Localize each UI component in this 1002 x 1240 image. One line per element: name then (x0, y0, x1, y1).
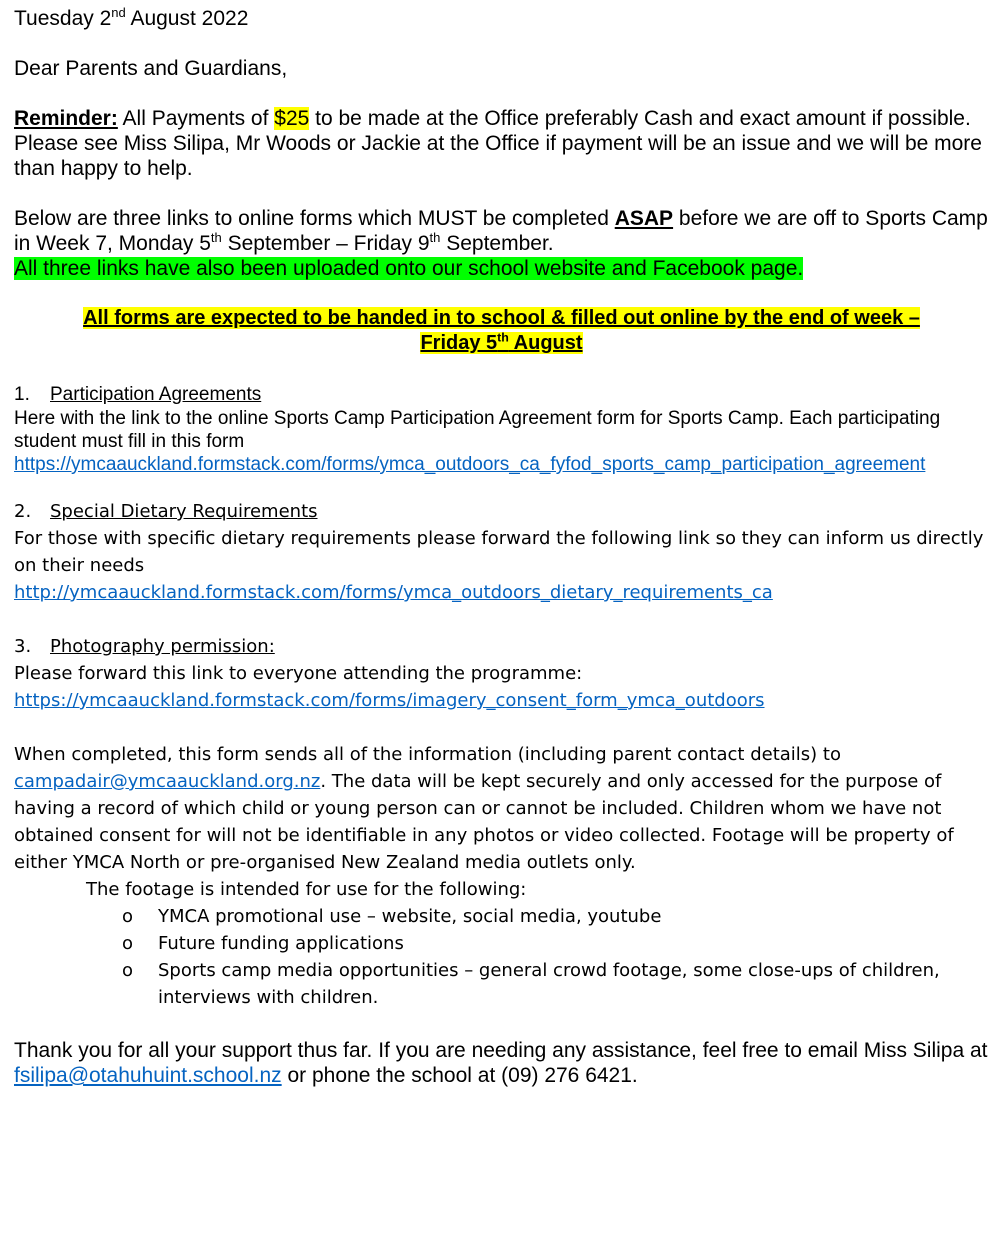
reminder-label: Reminder: (14, 107, 118, 130)
payment-amount: $25 (274, 107, 310, 130)
list-item: o YMCA promotional use – website, social media, youtube (122, 906, 662, 927)
list-item: o Sports camp media opportunities – general crowd footage, some close-ups of children, interviews with children. (122, 960, 940, 1008)
footage-intended-label: The footage is intended for use for the following: (86, 879, 527, 900)
item-title: 1. Participation Agreements (14, 384, 262, 405)
asap-label: ASAP (614, 207, 674, 230)
form-item-photography (14, 633, 989, 714)
greeting: Dear Parents and Guardians, (14, 57, 288, 80)
links-intro: Below are three links to online forms which MUST be completed ASAP before we are off to Sports Camp in Week 7, Monday 5th September – Friday 9th September. (14, 207, 988, 255)
item-title: 3. Photography permission: (14, 636, 275, 657)
dietary-form-link[interactable]: http://ymcaauckland.formstack.com/forms/ymca_outdoors_dietary_requirements_ca (14, 582, 773, 603)
list-item: o Future funding applications (122, 933, 404, 954)
payment-reminder: Reminder: All Payments of $25 to be made at the Office preferably Cash and exact amount if possible. (14, 107, 971, 130)
participation-form-link[interactable]: https://ymcaauckland.formstack.com/forms/ymca_outdoors_ca_fyfod_sports_camp_participation_agreement (14, 454, 926, 475)
item-body: Here with the link to the online Sports Camp Participation Agreement form for Sports Camp. Each participating student must fill in this form (14, 408, 941, 452)
closing-paragraph: Thank you for all your support thus far. If you are needing any assistance, feel free to email Miss Silipa at fsilipa@otahuhuint.school.nz or phone the school at (09) 276 6421. (14, 1039, 988, 1087)
links-uploaded-note: All three links have also been uploaded onto our school website and Facebook page. (14, 257, 804, 280)
footage-uses-list (14, 903, 989, 1011)
photography-form-link[interactable]: https://ymcaauckland.formstack.com/forms/imagery_consent_form_ymca_outdoors (14, 690, 765, 711)
letter (14, 6, 989, 1088)
item-body: For those with specific dietary requirements please forward the following link so they can inform us directly on their needs (14, 528, 984, 576)
item-title: 2. Special Dietary Requirements (14, 501, 318, 522)
letter-date: Tuesday 2nd August 2022 (14, 5, 249, 30)
payment-help: Please see Miss Silipa, Mr Woods or Jackie at the Office if payment will be an issue and we will be more than happy to help. (14, 132, 982, 180)
fsilipa-email-link[interactable]: fsilipa@otahuhuint.school.nz (14, 1064, 282, 1087)
deadline-heading: All forms are expected to be handed in to school & filled out online by the end of week – Friday 5th August (83, 307, 920, 354)
campadair-email-link[interactable]: campadair@ymcaauckland.org.nz (14, 771, 321, 792)
consent-paragraph: When completed, this form sends all of the information (including parent contact details) to campadair@ymcaauckland.org.nz. The data will be kept securely and only accessed for the purpose of having a record of which child or young person can or cannot be included. Children whom we have not obtained consent for will not be identifiable in any photos or video collected. Footage will be property of either YMCA North or pre-organised New Zealand media outlets only. (14, 744, 954, 873)
item-body: Please forward this link to everyone attending the programme: (14, 663, 583, 684)
form-item-dietary (14, 498, 989, 606)
form-item-participation (14, 383, 989, 476)
